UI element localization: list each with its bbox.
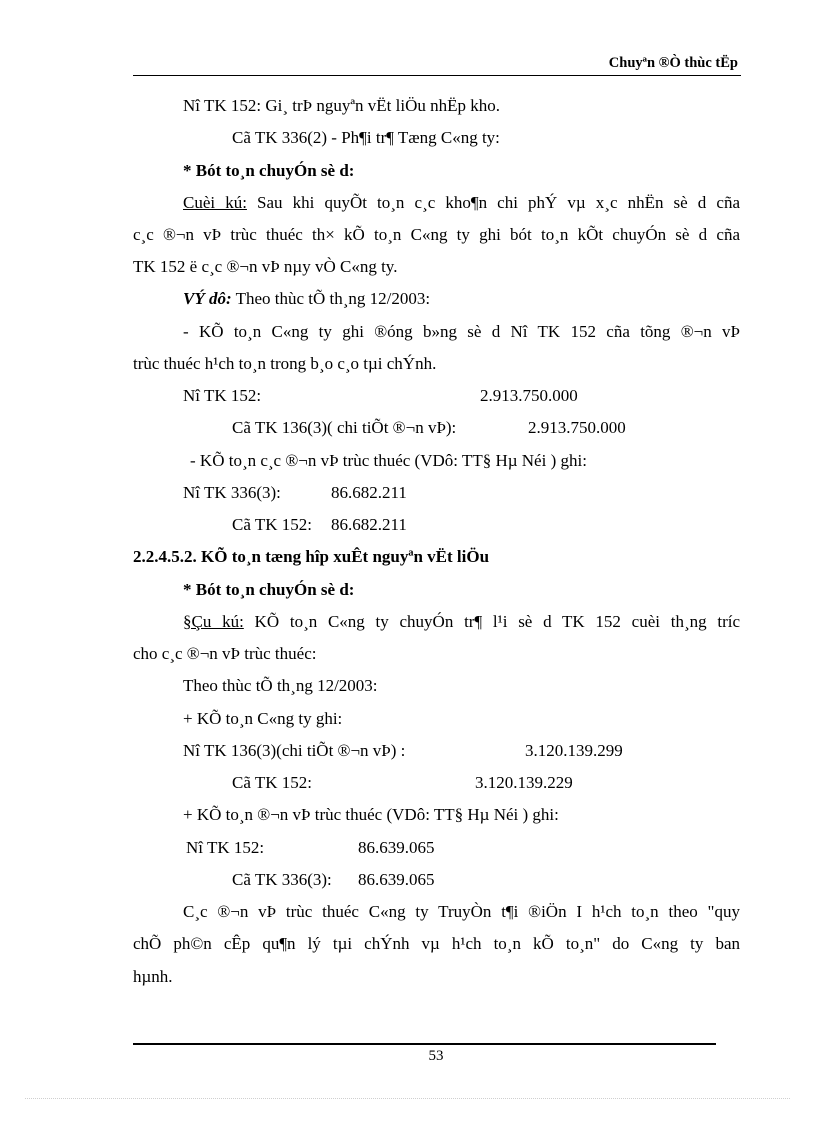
paragraph-line: hµnh. [133, 967, 173, 986]
footer-divider [133, 1043, 716, 1045]
paragraph-label: §Çu kú: [183, 612, 244, 631]
paragraph-line: - KÕ to¸n C«ng ty ghi ®óng b»ng sè d Nî TK 152 cña tõng ®¬n vÞ [183, 322, 740, 341]
entry-amount: 3.120.139.299 [525, 741, 623, 760]
entry-debit-line: Nî TK 152: Gi¸ trÞ nguyªn vËt liÖu nhËp kho. [183, 96, 500, 115]
entry-account: Nî TK 152: [186, 838, 265, 857]
paragraph-line [183, 612, 740, 632]
entry-account: Cã TK 152: [232, 515, 312, 534]
entry-amount: 86.639.065 [358, 870, 435, 889]
entry-account: Cã TK 336(3): [232, 870, 332, 889]
example-text: Theo thùc tÕ th¸ng 12/2003: [231, 289, 431, 308]
running-header: Chuyªn ®Ò thùc tËp [608, 55, 738, 71]
entry-amount: 2.913.750.000 [528, 418, 626, 437]
paragraph-line: - KÕ to¸n c¸c ®¬n vÞ trùc thuéc (VDô: TT§ Hµ Néi ) ghi: [190, 451, 587, 470]
page-edge-divider [25, 1098, 790, 1099]
paragraph-line: c¸c ®¬n vÞ trùc thuéc th× kÕ to¸n C«ng ty ghi bót to¸n kÕt chuyÓn sè d cña [133, 225, 740, 244]
entry-account: Nî TK 336(3): [183, 483, 281, 502]
page-number: 53 [428, 1048, 444, 1064]
paragraph-line [183, 193, 740, 213]
entry-amount: 3.120.139.229 [475, 773, 573, 792]
paragraph-line: cho c¸c ®¬n vÞ trùc thuéc: [133, 644, 317, 663]
paragraph-line: + KÕ to¸n C«ng ty ghi: [183, 709, 343, 728]
section-heading: * Bót to¸n chuyÓn sè d: [183, 580, 355, 599]
paragraph-line: C¸c ®¬n vÞ trùc thuéc C«ng ty TruyÒn t¶i ®iÖn I h¹ch to¸n theo "quy [183, 902, 740, 921]
entry-account: Cã TK 152: [232, 773, 312, 792]
subsection-heading: 2.2.4.5.2. KÕ to¸n tæng hîp xuÊt nguyªn vËt liÖu [133, 547, 490, 566]
example-line [183, 289, 430, 309]
paragraph-line: TK 152 ë c¸c ®¬n vÞ nµy vÒ C«ng ty. [133, 257, 398, 276]
paragraph-line: trùc thuéc h¹ch to¸n trong b¸o c¸o tµi chÝnh. [133, 354, 437, 373]
entry-account: Nî TK 136(3)(chi tiÕt ®¬n vÞ) : [183, 741, 406, 760]
paragraph-line: + KÕ to¸n ®¬n vÞ trùc thuéc (VDô: TT§ Hµ Néi ) ghi: [183, 805, 559, 824]
paragraph-text: Sau khi quyÕt to¸n c¸c kho¶n chi phÝ vµ x¸c nhËn sè d cña [246, 193, 740, 212]
entry-credit-line: Cã TK 336(2) - Ph¶i tr¶ Tæng C«ng ty: [232, 128, 500, 147]
entry-account: Nî TK 152: [183, 386, 262, 405]
entry-account: Cã TK 136(3)( chi tiÕt ®¬n vÞ): [232, 418, 457, 437]
entry-amount: 2.913.750.000 [480, 386, 578, 405]
entry-amount: 86.682.211 [331, 483, 407, 502]
section-heading: * Bót to¸n chuyÓn sè d: [183, 161, 355, 180]
paragraph-line: chÕ ph©n cÊp qu¶n lý tµi chÝnh vµ h¹ch to¸n kÕ to¸n" do C«ng ty ban [133, 934, 740, 953]
example-label: VÝ dô: [183, 289, 232, 308]
header-divider [133, 75, 741, 76]
paragraph-text: KÕ to¸n C«ng ty chuyÓn tr¶ l¹i sè d TK 152 cuèi th¸ng tríc [243, 612, 741, 631]
entry-amount: 86.639.065 [358, 838, 435, 857]
entry-amount: 86.682.211 [331, 515, 407, 534]
paragraph-line: Theo thùc tÕ th¸ng 12/2003: [183, 676, 378, 695]
paragraph-label: Cuèi kú: [183, 193, 247, 212]
